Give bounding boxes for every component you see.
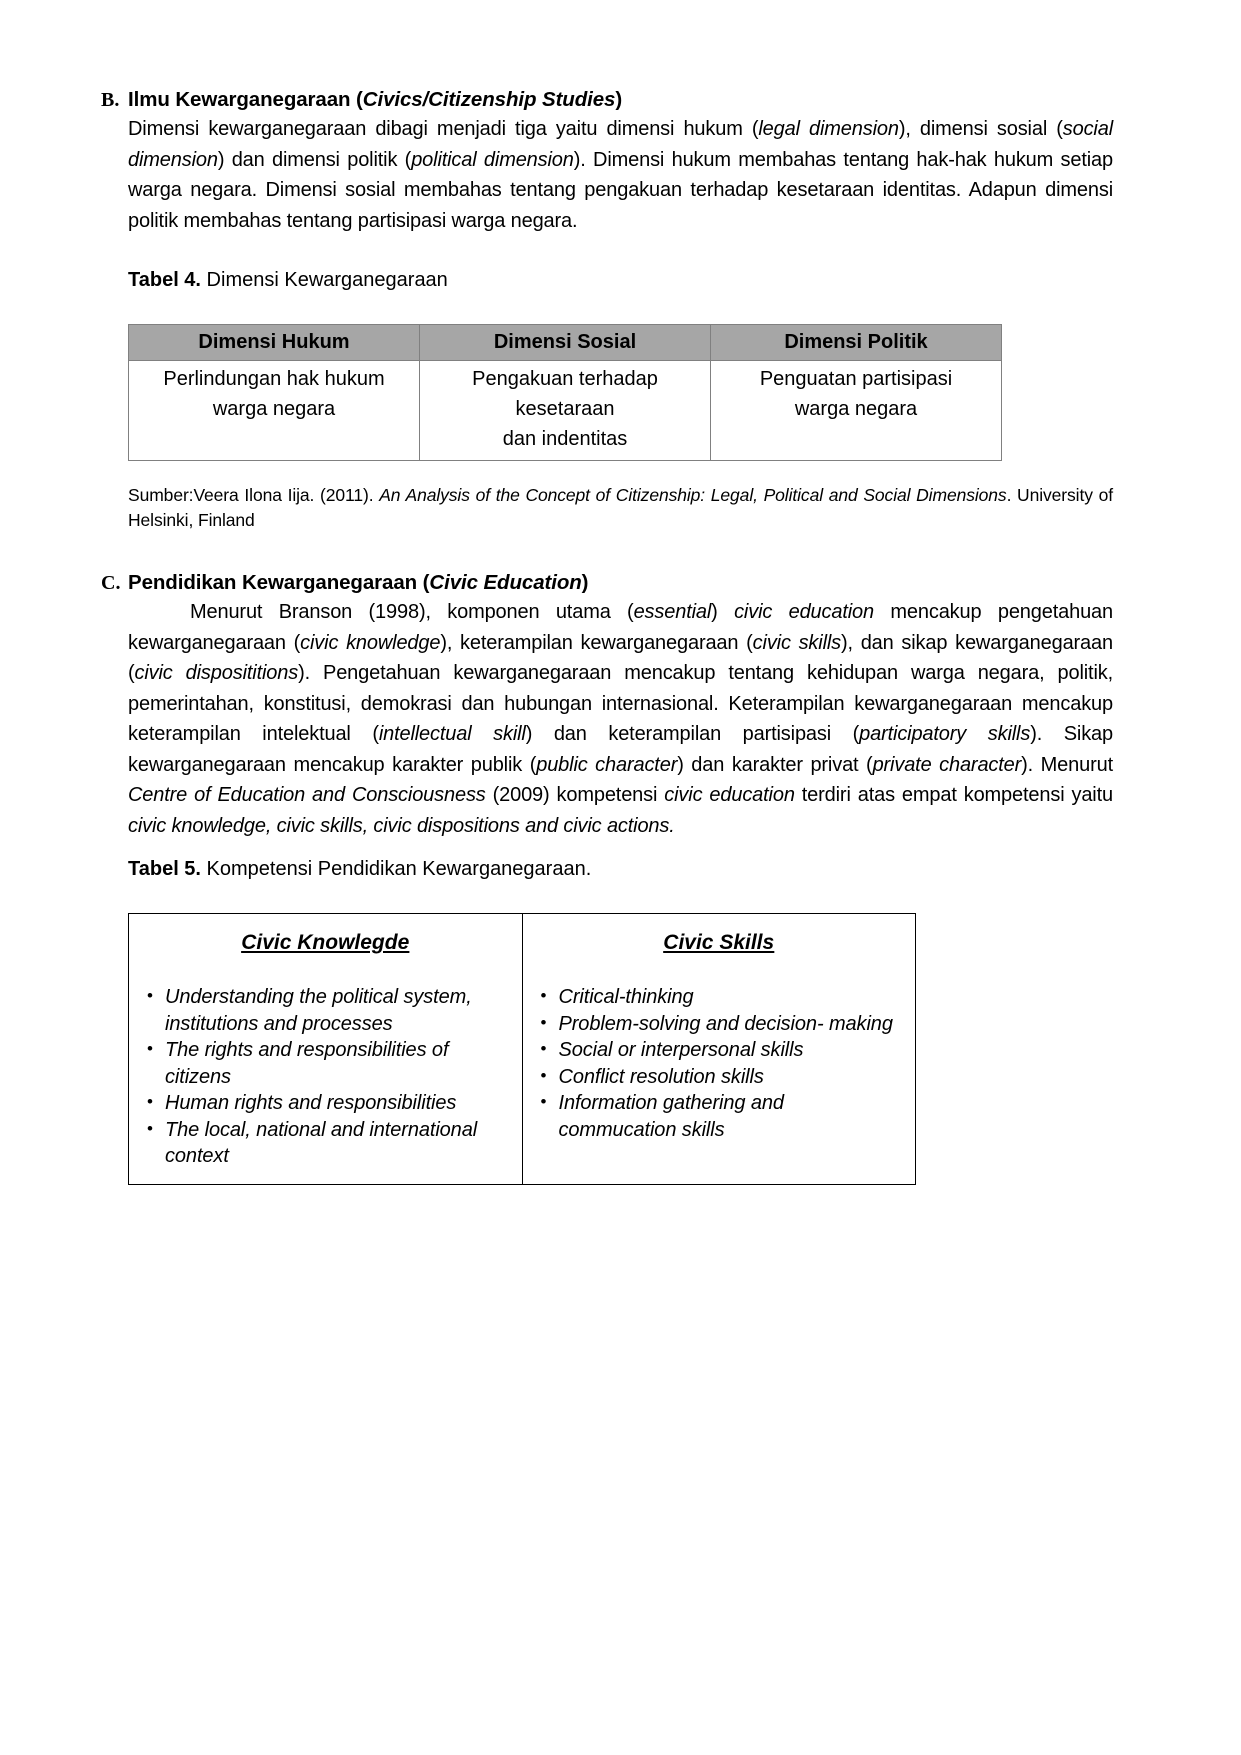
spacer: [128, 533, 1113, 569]
tabel5-cell-civic-knowledge: [129, 914, 523, 1185]
tabel5-column-header: [523, 914, 916, 958]
spacer: [128, 294, 1113, 324]
section-b-title-italic: Civics/Citizenship Studies: [362, 88, 616, 111]
list-item: • Problem-solving and decision- making: [539, 1011, 908, 1038]
section-c: [101, 569, 1113, 597]
section-c-title-italic: Civic Education: [429, 571, 582, 594]
tabel5-column-header: [129, 914, 522, 958]
tabel5-caption-label: Tabel 5.: [128, 858, 201, 880]
section-b: [101, 86, 1113, 114]
tabel5-column-header-text: Civic Knowlegde: [241, 931, 410, 954]
civic-skills-list: [523, 984, 916, 1143]
list-item: • The rights and responsibilities of citizens: [145, 1037, 514, 1090]
section-c-paragraph: Menurut Branson (1998), komponen utama (essential) civic education mencakup pengetahuan kewarganegaraan (civic knowledge), keterampilan kewarganegaraan (civic skills), dan sikap kewarganegaraan (civic disposititions). Pengetahuan kewarganegaraan mencakup tentang kehidupan warga negara, politik, pemerintahan, konstitusi, demokrasi dan hubungan internasional. Keterampilan kewarganegaraan mencakup keterampilan intelektual (intellectual skill) dan keterampilan partisipasi (participatory skills). Sikap kewarganegaraan mencakup karakter publik (public character) dan karakter privat (private character). Menurut Centre of Education and Consciousness (2009) kompetensi civic education terdiri atas empat kompetensi yaitu civic knowledge, civic skills, civic dispositions and civic actions.: [128, 601, 1113, 837]
list-item: • Understanding the political system, institutions and processes: [145, 984, 514, 1037]
tabel5-table: [128, 913, 916, 1185]
section-b-title-pre: Ilmu Kewarganegaraan (: [128, 88, 363, 111]
section-c-letter: C.: [101, 572, 121, 594]
section-b-title-post: ): [615, 88, 623, 111]
section-c-title-post: ): [581, 571, 589, 594]
spacer: [128, 883, 1113, 913]
tabel4-source: Sumber:Veera Ilona Iija. (2011). An Analysis of the Concept of Citizenship: Legal, Political and Social Dimensions. University of Helsinki, Finland: [128, 485, 1113, 530]
list-item: • Critical-thinking: [539, 984, 908, 1011]
tabel4-cell: Penguatan partisipasi warga negara: [711, 361, 1002, 461]
tabel4-body: [129, 361, 1002, 461]
civic-knowledge-list: [129, 984, 522, 1170]
tabel4-caption: [128, 266, 1113, 294]
section-b-paragraph: Dimensi kewarganegaraan dibagi menjadi tiga yaitu dimensi hukum (legal dimension), dimensi sosial (social dimension) dan dimensi politik (political dimension). Dimensi hukum membahas tentang hak-hak hukum setiap warga negara. Dimensi sosial membahas tentang pengakuan terhadap kesetaraan identitas. Adapun dimensi politik membahas tentang partisipasi warga negara.: [128, 118, 1114, 232]
section-b-heading: [128, 86, 1113, 114]
table-header-row: [129, 325, 1002, 361]
tabel4-cell: Pengakuan terhadap kesetaraan dan indentitas: [420, 361, 711, 461]
section-c-title-pre: Pendidikan Kewarganegaraan (: [128, 571, 430, 594]
tabel5-column-header-text: Civic Skills: [663, 931, 775, 954]
list-item: • Conflict resolution skills: [539, 1064, 908, 1091]
tabel4-header-cell: Dimensi Hukum: [129, 325, 420, 361]
spacer: [128, 236, 1113, 266]
tabel4-caption-text: Dimensi Kewarganegaraan: [201, 269, 448, 291]
tabel4-table: [128, 324, 1002, 461]
tabel4-caption-label: Tabel 4.: [128, 269, 201, 291]
tabel4-head: [129, 325, 1002, 361]
list-item: • Social or interpersonal skills: [539, 1037, 908, 1064]
spacer: [128, 841, 1113, 855]
tabel4-header-cell: Dimensi Politik: [711, 325, 1002, 361]
list-item: • Human rights and responsibilities: [145, 1090, 514, 1117]
spacer: [128, 461, 1113, 483]
tabel4-header-cell: Dimensi Sosial: [420, 325, 711, 361]
tabel4-cell: Perlindungan hak hukum warga negara: [129, 361, 420, 461]
list-item: • The local, national and international context: [145, 1117, 514, 1170]
section-c-heading: [128, 569, 1113, 597]
table-row: [129, 361, 1002, 461]
tabel5-caption-text: Kompetensi Pendidikan Kewarganegaraan.: [201, 858, 592, 880]
table-row: [129, 914, 916, 1185]
section-b-letter: B.: [101, 89, 120, 111]
tabel5-body: [129, 914, 916, 1185]
tabel5-cell-civic-skills: [522, 914, 916, 1185]
tabel5-caption: [128, 855, 1113, 883]
list-item: • Information gathering and commucation skills: [539, 1090, 908, 1143]
